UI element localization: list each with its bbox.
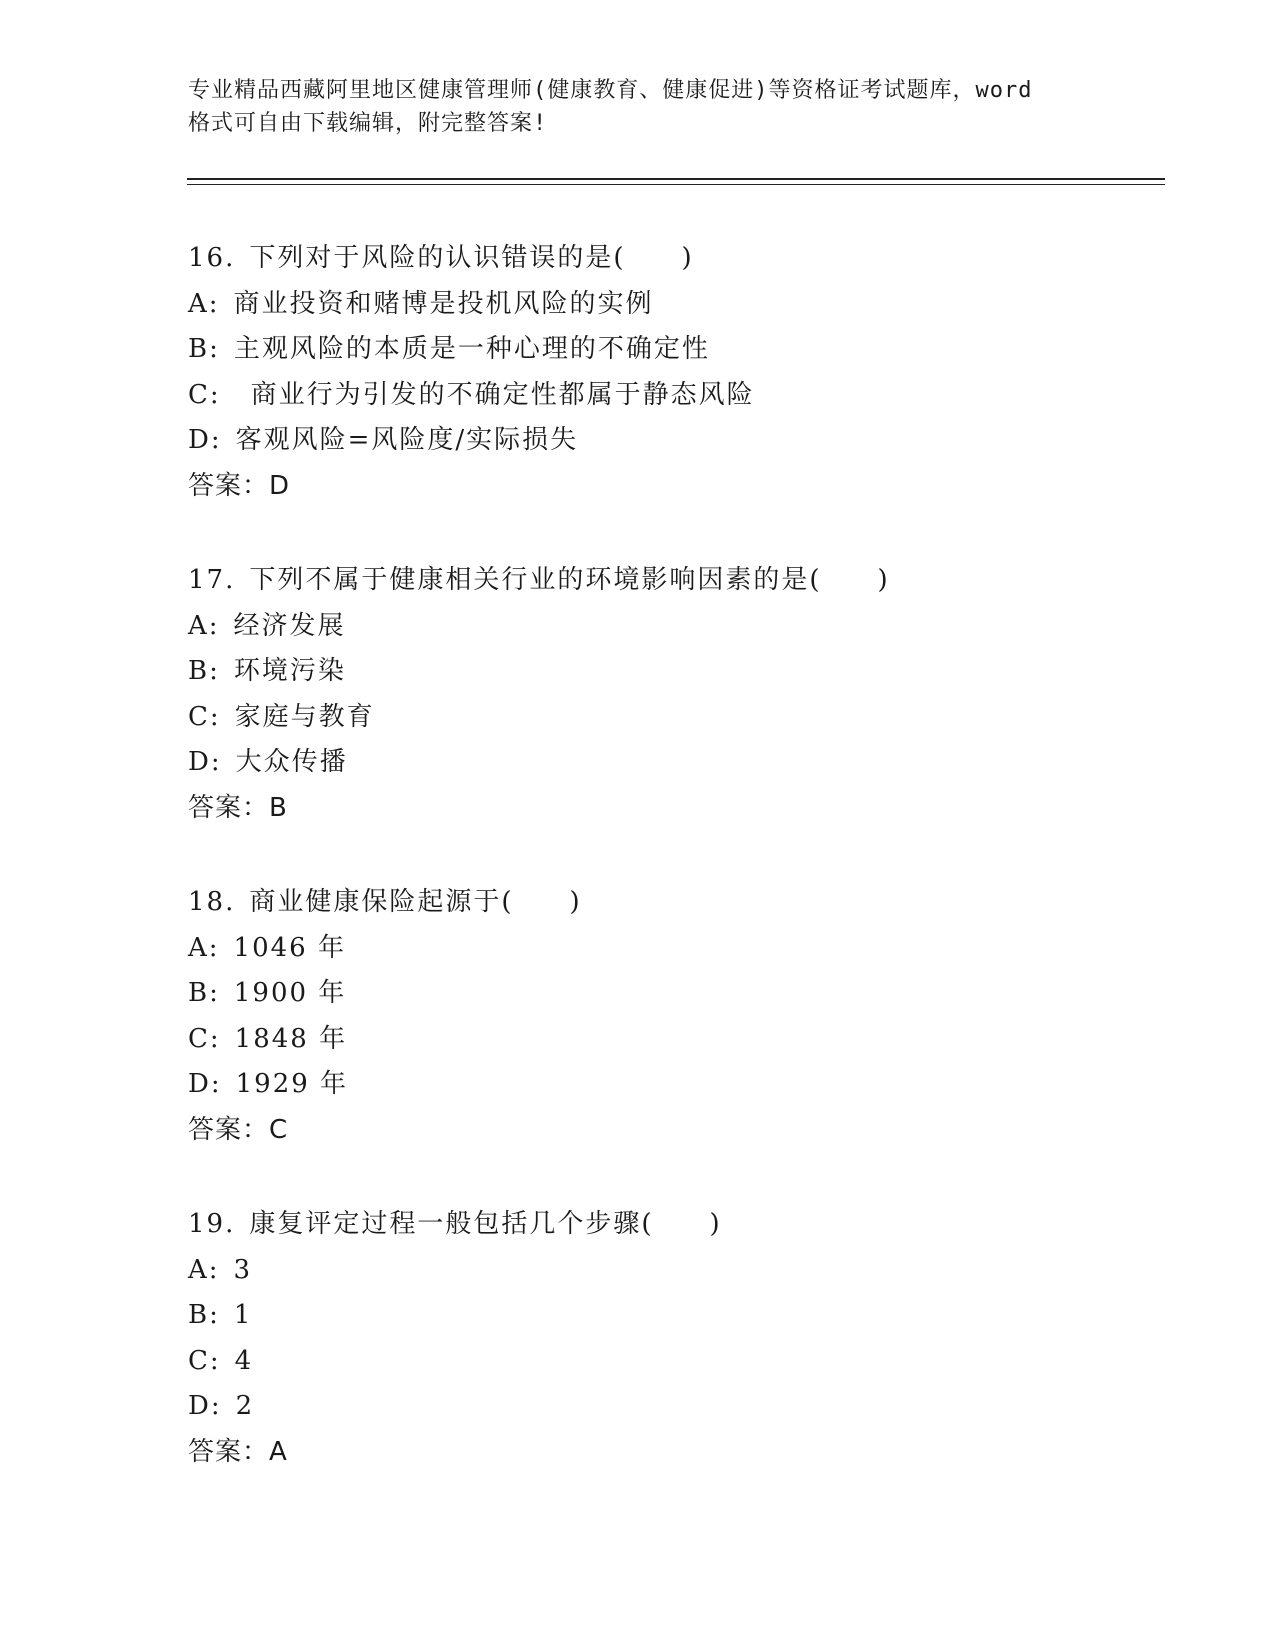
question-17 bbox=[188, 558, 1168, 880]
option-b bbox=[188, 971, 1168, 1017]
header-line-2: 格式可自由下载编辑，附完整答案! bbox=[188, 111, 548, 136]
question-text: 康复评定过程一般包括几个步骤( ) bbox=[249, 1209, 722, 1239]
question-number: 19. bbox=[188, 1209, 236, 1239]
answer-label: 答案：B bbox=[188, 792, 288, 823]
question-19 bbox=[188, 1202, 1168, 1524]
option-text: 大众传播 bbox=[235, 747, 348, 777]
option-key: B: bbox=[188, 656, 220, 686]
option-text: 1900 年 bbox=[233, 978, 347, 1008]
header-line-1: 专业精品西藏阿里地区健康管理师(健康教育、健康促进)等资格证考试题库，word bbox=[188, 78, 1033, 103]
option-a bbox=[188, 1248, 1168, 1294]
header-divider-thin bbox=[187, 184, 1165, 185]
option-text: 1046 年 bbox=[233, 932, 346, 963]
option-text: 主观风险的本质是一种心理的不确定性 bbox=[233, 334, 710, 364]
answer-label: 答案：A bbox=[188, 1436, 288, 1467]
question-text: 下列不属于健康相关行业的环境影响因素的是( ) bbox=[249, 565, 890, 595]
option-key: C: bbox=[188, 379, 221, 410]
question-16 bbox=[188, 236, 1168, 558]
option-text: 客观风险=风险度/实际损失 bbox=[235, 425, 579, 455]
option-key: B: bbox=[188, 978, 220, 1008]
question-number: 18. bbox=[188, 887, 236, 917]
option-text: 经济发展 bbox=[233, 610, 346, 641]
question-stem bbox=[188, 880, 1168, 926]
option-key: C: bbox=[188, 1345, 221, 1376]
option-d bbox=[188, 740, 1168, 786]
option-text: 商业投资和赌博是投机风险的实例 bbox=[233, 288, 654, 319]
option-key: D: bbox=[188, 747, 222, 777]
question-text: 商业健康保险起源于( ) bbox=[249, 887, 582, 917]
option-a bbox=[188, 282, 1168, 328]
option-key: B: bbox=[188, 1300, 220, 1330]
option-key: A: bbox=[188, 1254, 220, 1285]
question-stem bbox=[188, 1202, 1168, 1248]
option-c bbox=[188, 695, 1168, 741]
question-18 bbox=[188, 880, 1168, 1202]
option-a bbox=[188, 604, 1168, 650]
option-text: 2 bbox=[235, 1391, 255, 1421]
question-list bbox=[188, 236, 1168, 1524]
question-text: 下列对于风险的认识错误的是( ) bbox=[249, 243, 694, 273]
option-text: 商业行为引发的不确定性都属于静态风险 bbox=[250, 379, 755, 410]
option-text: 环境污染 bbox=[233, 656, 346, 686]
option-text: 1848 年 bbox=[234, 1023, 348, 1054]
option-key: D: bbox=[188, 1069, 222, 1099]
option-c bbox=[188, 1017, 1168, 1063]
option-c bbox=[188, 373, 1168, 419]
option-key: D: bbox=[188, 425, 222, 455]
option-key: B: bbox=[188, 334, 220, 364]
document-header bbox=[188, 74, 1108, 140]
option-text: 1929 年 bbox=[235, 1069, 349, 1099]
option-text: 4 bbox=[234, 1345, 254, 1376]
option-d bbox=[188, 1384, 1168, 1430]
option-text: 3 bbox=[233, 1254, 253, 1285]
option-key: C: bbox=[188, 1023, 221, 1054]
option-key: C: bbox=[188, 701, 221, 732]
option-d bbox=[188, 1062, 1168, 1108]
header-divider-thick bbox=[187, 178, 1165, 180]
option-key: A: bbox=[188, 288, 220, 319]
option-b bbox=[188, 649, 1168, 695]
option-key: D: bbox=[188, 1391, 222, 1421]
option-text: 家庭与教育 bbox=[234, 701, 375, 732]
option-text: 1 bbox=[233, 1300, 253, 1330]
option-b bbox=[188, 1293, 1168, 1339]
answer-label: 答案：C bbox=[188, 1114, 289, 1145]
option-a bbox=[188, 926, 1168, 972]
question-number: 17. bbox=[188, 565, 236, 595]
option-key: A: bbox=[188, 932, 220, 963]
option-b bbox=[188, 327, 1168, 373]
option-d bbox=[188, 418, 1168, 464]
option-c bbox=[188, 1339, 1168, 1385]
question-stem bbox=[188, 236, 1168, 282]
option-key: A: bbox=[188, 610, 220, 641]
question-stem bbox=[188, 558, 1168, 604]
answer-label: 答案：D bbox=[188, 470, 291, 501]
question-number: 16. bbox=[188, 243, 236, 273]
